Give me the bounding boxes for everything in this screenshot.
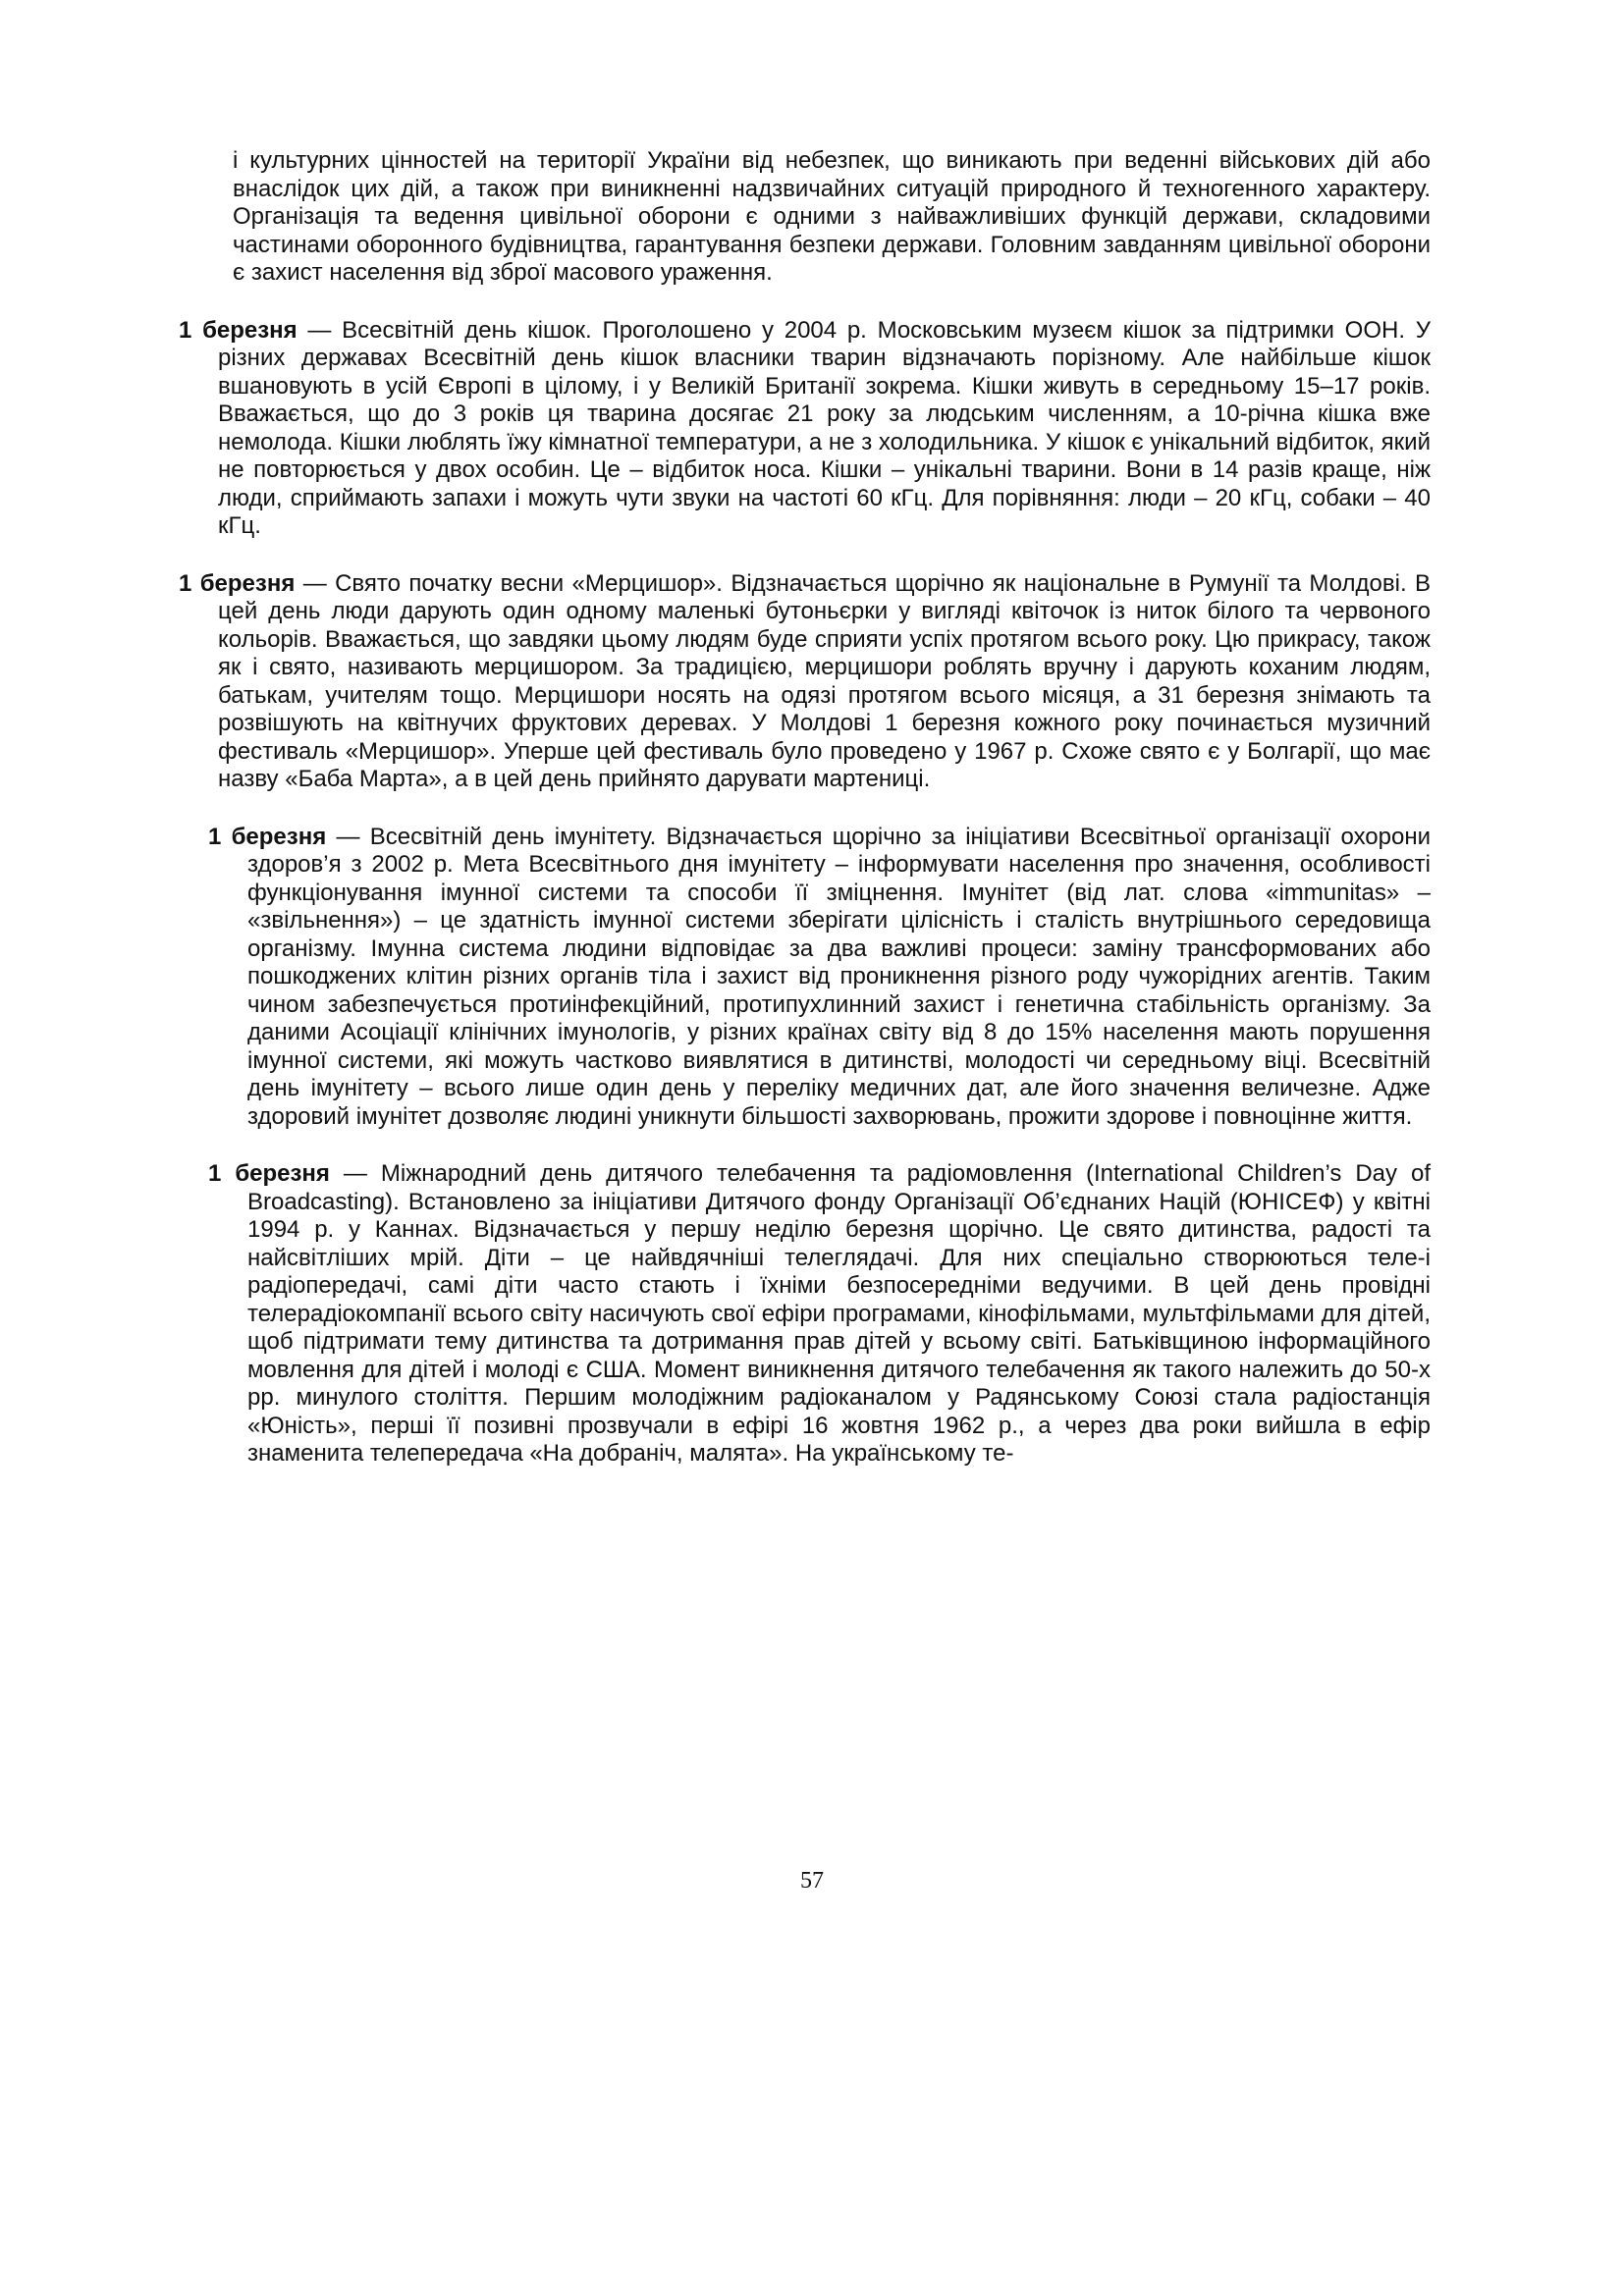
entry-childrens-broadcasting-day <box>179 1160 1431 1468</box>
entry-immunity-day <box>179 824 1431 1132</box>
entry-martisor <box>179 570 1431 794</box>
entry-date: 1 березня <box>179 316 298 344</box>
entry-date: 1 березня <box>208 1160 330 1187</box>
entry-text: — Міжнародний день дитячого телебачення та радіомовлення (International Children’s Day of Broadcasting). Встановлено за ініціативи Дитячого фонду Організації Об’єднаних Націй (ЮНІСЕФ) у квітні 1994 р. у Каннах. Відзначається у першу неділю березня щорічно. Це свято дитинства, радості та найсвітліших мрій. Діти – це найвдячніші телеглядачі. Для них спеціально створюються теле-і радіопередачі, самі діти часто стають і їхніми безпосередніми ведучими. В цей день провідні телерадіокомпанії всього світу насичують свої ефіри програмами, кінофільмами, мультфільмами для дітей, щоб підтримати тему дитинства та дотримання прав дітей у всьому світі. Батьківщиною інформаційного мовлення для дітей і молоді є США. Момент виникнення дитячого телебачення як такого належить до 50-х рр. минулого століття. Першим молодіжним радіоканалом у Радянському Союзі стала радіостанція «Юність», перші її позивні прозвучали в ефірі 16 жовтня 1962 р., а через два роки вийшла в ефір знаменита телепередача «На добраніч, малята». На українському те- <box>247 1160 1431 1467</box>
page-number: 57 <box>800 1868 824 1894</box>
body-text <box>179 147 1431 1498</box>
entry-text: — Всесвітній день імунітету. Відзначається щорічно за ініціативи Всесвітньої організації охорони здоров’я з 2002 р. Мета Всесвітнього дня імунітету – інформувати населення про значення, особливості функціонування імунної системи та способи її зміцнення. Імунітет (від лат. слова «immunitas» – «звільнення») – це здатність імунної системи зберігати цілісність і сталість внутрішнього середовища організму. Імунна система людини відповідає за два важливі процеси: заміну трансформованих або пошкоджених клітин різних органів тіла і захист від проникнення різного роду чужорідних агентів. Таким чином забезпечується протиінфекційний, протипухлинний захист і генетична стабільність організму. За даними Асоціації клінічних імунологів, у різних країнах світу від 8 до 15% населення мають порушення імунної системи, які можуть частково виявлятися в дитинстві, молодості чи середньому віці. Всесвітній день імунітету – всього лише один день у переліку медичних дат, але його значення величезне. Адже здоровий імунітет дозволяє людині уникнути більшості захворювань, прожити здорове і повноцінне життя. <box>247 823 1431 1130</box>
continuation-paragraph: і культурних цінностей на території України від небезпек, що виникають при веденні військових дій або внаслідок цих дій, а також при виникненні надзвичайних ситуацій природного й техногенного характеру. Організація та ведення цивільної оборони є одними з найважливіших функцій держави, складовими частинами оборонного будівництва, гарантування безпеки держави. Головним завданням цивільної оборони є захист населення від зброї масового ураження. <box>233 147 1431 286</box>
entry-date: 1 березня <box>208 823 327 850</box>
entry-text: — Свято початку весни «Мерцишор». Відзначається щорічно як національне в Румунії та Молдові. В цей день люди дарують один одному маленькі бутоньєрки у вигляді квіточок із ниток білого та червоного кольорів. Вважається, що завдяки цьому людям буде сприяти успіх протягом всього року. Цю прикрасу, також як і свято, називають мерцишором. За традицією, мерцишори роблять вручну і дарують коханим людям, батькам, учителям тощо. Мерцишори носять на одязі протягом всього місяця, а 31 березня знімають та розвішують на квітнучих фруктових деревах. У Молдові 1 березня кожного року починається музичний фестиваль «Мерцишор». Уперше цей фестиваль було проведено у 1967 р. Схоже свято є у Болгарії, що має назву «Баба Марта», а в цей день прийнято дарувати мартениці. <box>218 569 1431 792</box>
entry-date: 1 березня <box>179 569 296 597</box>
entry-text: — Всесвітній день кішок. Проголошено у 2004 р. Московським музеєм кішок за підтримки ООН. У різних державах Всесвітній день кішок власники тварин відзначають порізному. Але найбільше кішок вшановують в усій Європі в цілому, і у Великій Британії зокрема. Кішки живуть в середньому 15–17 років. Вважається, що до 3 років ця тварина досягає 21 року за людським численням, а 10-річна кішка вже немолода. Кішки люблять їжу кімнатної температури, а не з холодильника. У кішок є унікальний відбиток, який не повторюється у двох особин. Це – відбиток носа. Кішки – унікальні тварини. Вони в 14 разів краще, ніж люди, сприймають запахи і можуть чути звуки на частоті 60 кГц. Для порівняння: люди – 20 кГц, собаки – 40 кГц. <box>218 316 1431 539</box>
entry-world-cat-day <box>179 317 1431 541</box>
